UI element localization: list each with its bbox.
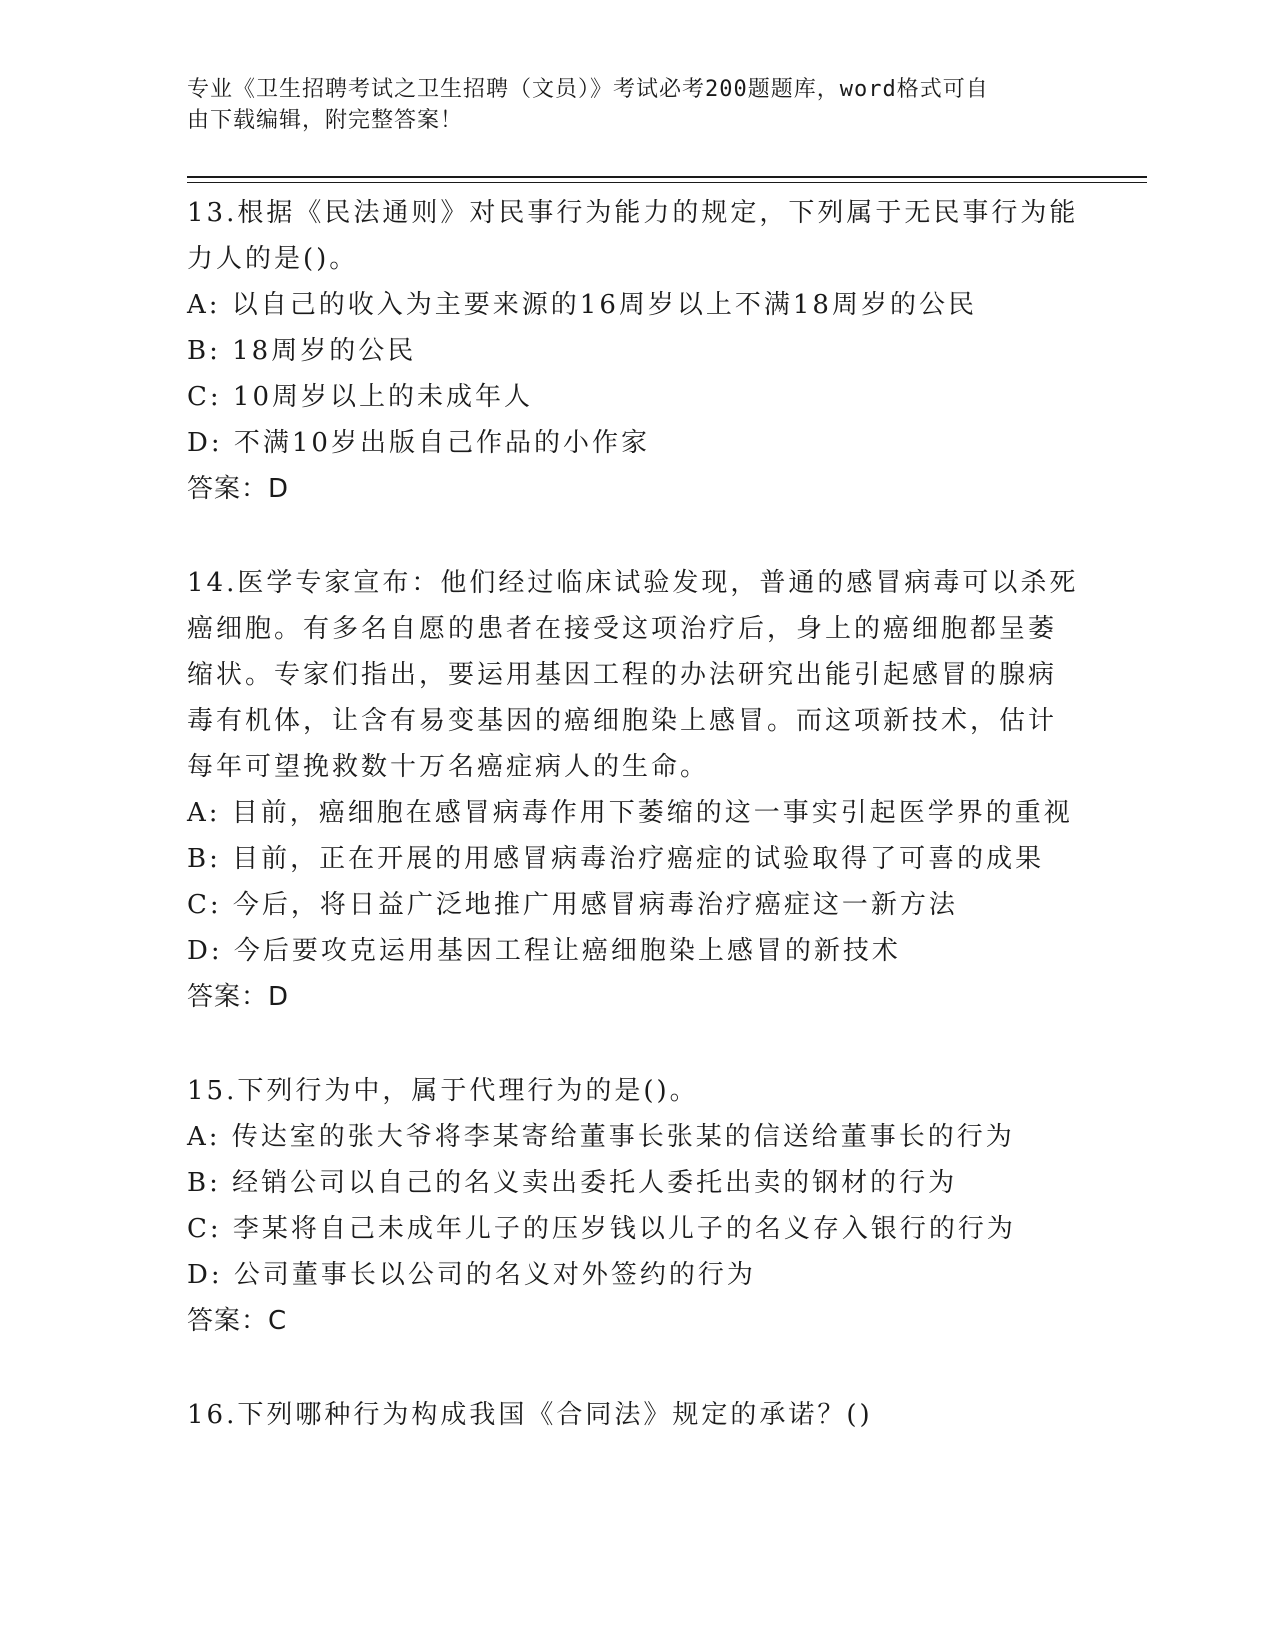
option-d: D: 公司董事长以公司的名义对外签约的行为 [187,1260,756,1290]
answer-line [187,974,1087,1020]
option-a: A: 目前，癌细胞在感冒病毒作用下萎缩的这一事实引起医学界的重视 [187,798,1073,828]
header-divider-thick [187,176,1147,178]
answer-label: 答案： [187,1306,269,1336]
answer-value: D [268,474,290,504]
option-a: A: 传达室的张大爷将李某寄给董事长张某的信送给董事长的行为 [187,1122,1015,1152]
option-b: B: 目前，正在开展的用感冒病毒治疗癌症的试验取得了可喜的成果 [187,844,1045,874]
option-d: D: 今后要攻克运用基因工程让癌细胞染上感冒的新技术 [187,936,901,966]
question-stem-line: 毒有机体，让含有易变基因的癌细胞染上感冒。而这项新技术，估计 [187,706,1058,736]
answer-line [187,1298,1087,1344]
answer-value: D [268,982,290,1012]
question-stem-line: 13.根据《民法通则》对民事行为能力的规定，下列属于无民事行为能 [187,198,1079,228]
option-c: C: 今后，将日益广泛地推广用感冒病毒治疗癌症这一新方法 [187,890,958,920]
header-line-1: 专业《卫生招聘考试之卫生招聘（文员）》考试必考200题题库，word格式可自 [187,77,989,102]
question-stem-line: 每年可望挽救数十万名癌症病人的生命。 [187,752,710,782]
question-stem-line: 癌细胞。有多名自愿的患者在接受这项治疗后，身上的癌细胞都呈萎 [187,614,1058,644]
answer-label: 答案： [187,474,269,504]
question-stem-line: 16.下列哪种行为构成我国《合同法》规定的承诺？() [187,1400,873,1430]
answer-line [187,466,1087,512]
option-c: C: 10周岁以上的未成年人 [187,382,534,412]
header-line-2: 由下载编辑，附完整答案！ [187,108,464,133]
question-list [187,190,1087,1486]
question-stem-line: 力人的是()。 [187,244,359,274]
answer-label: 答案： [187,982,269,1012]
option-b: B: 经销公司以自己的名义卖出委托人委托出卖的钢材的行为 [187,1168,958,1198]
option-b: B: 18周岁的公民 [187,336,417,366]
question-15 [187,1068,1087,1344]
document-header [187,74,1067,136]
question-16 [187,1392,1087,1438]
option-c: C: 李某将自己未成年儿子的压岁钱以儿子的名义存入银行的行为 [187,1214,1016,1244]
question-13 [187,190,1087,512]
question-stem-line: 14.医学专家宣布：他们经过临床试验发现，普通的感冒病毒可以杀死 [187,568,1079,598]
question-stem-line: 15.下列行为中，属于代理行为的是()。 [187,1076,699,1106]
answer-value: C [268,1306,288,1336]
question-stem-line: 缩状。专家们指出，要运用基因工程的办法研究出能引起感冒的腺病 [187,660,1058,690]
option-d: D: 不满10岁出版自己作品的小作家 [187,428,650,458]
question-14 [187,560,1087,1020]
option-a: A: 以自己的收入为主要来源的16周岁以上不满18周岁的公民 [187,290,977,320]
header-divider-thin [187,182,1147,183]
